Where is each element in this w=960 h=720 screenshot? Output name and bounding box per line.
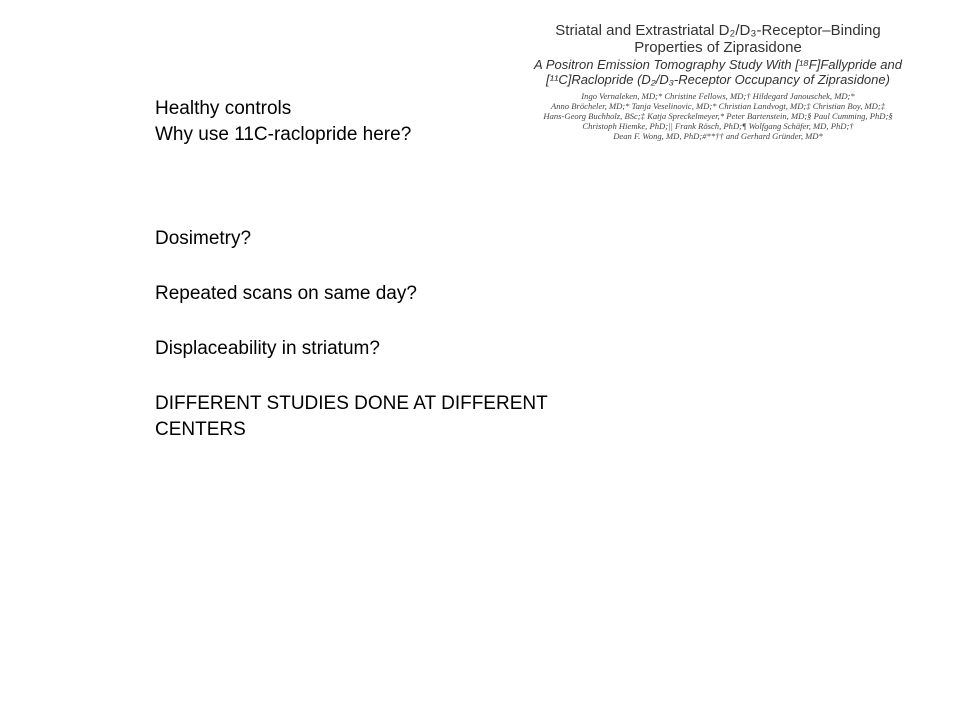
article-authors-line-4: Christoph Hiemke, PhD;|| Frank Rösch, PhD;¶ Wolfgang Schäfer, MD, PhD;† [582,121,854,131]
spacer [155,307,615,336]
body-line-displaceability: Displaceability in striatum? [155,338,380,359]
article-authors-line-1: Ingo Vernaleken, MD;* Christine Fellows, MD;† Hildegard Janouschek, MD;* [581,91,855,101]
spacer [155,362,615,391]
spacer [155,252,615,281]
body-line-dosimetry: Dosimetry? [155,228,252,249]
body-line-centers: CENTERS [155,419,246,440]
article-title [528,22,908,56]
article-subtitle-line-2: [¹¹C]Raclopride (D₂/D₃-Receptor Occupancy of Ziprasidone) [546,72,890,87]
body-line-repeated-scans: Repeated scans on same day? [155,283,417,304]
article-title-line-2: Properties of Ziprasidone [634,39,802,56]
body-line-why-raclopride: Why use 11C-raclopride here? [155,124,412,145]
article-title-line-1: Striatal and Extrastriatal D₂/D₃-Receptor–Binding [555,22,881,39]
article-authors-line-3: Hans-Georg Buchholz, BSc;‡ Katja Spreckelmeyer,* Peter Bartenstein, MD;§ Paul Cumming, PhD;§ [543,111,893,121]
article-subtitle [528,57,908,87]
body-line-healthy-controls: Healthy controls [155,98,292,119]
spacer [155,148,615,226]
article-authors-line-2: Anno Bröcheler, MD;* Tanja Veselinovic, MD;* Christian Landvogt, MD;‡ Christian Boy, MD;‡ [550,101,886,111]
article-subtitle-line-1: A Positron Emission Tomography Study With [¹⁸F]Fallypride and [534,57,902,72]
body-line-different-studies: DIFFERENT STUDIES DONE AT DIFFERENT [155,393,548,414]
slide-body-text [155,96,615,443]
article-authors-line-5: Dean F. Wong, MD, PhD;#**†† and Gerhard Gründer, MD* [613,131,823,141]
